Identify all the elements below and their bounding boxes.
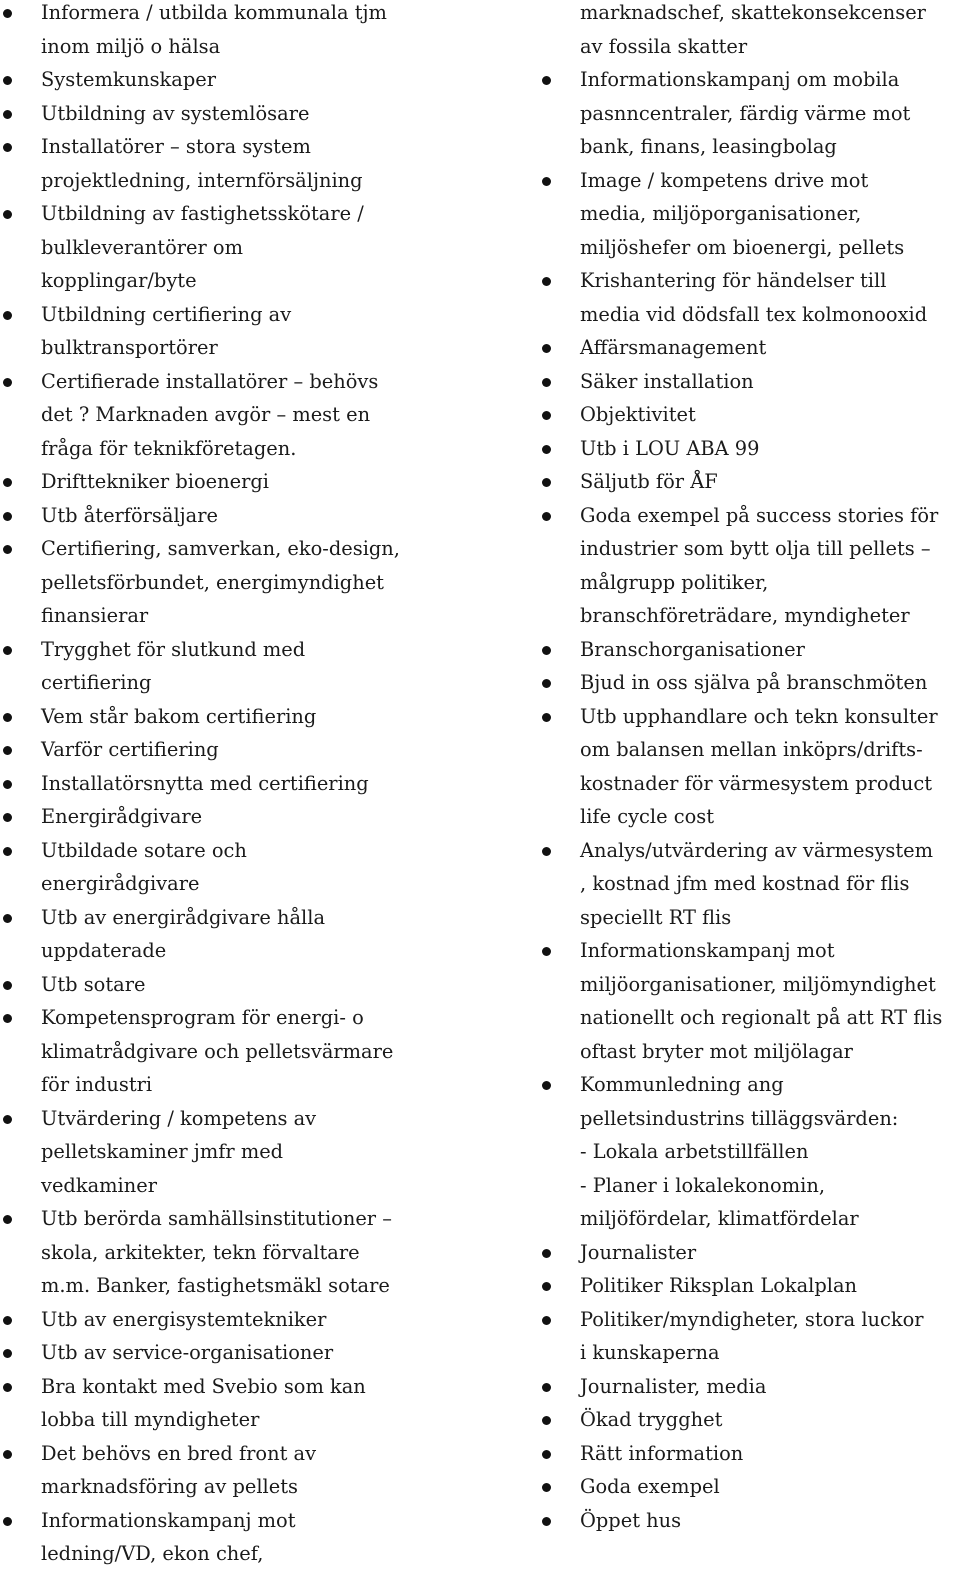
left-bullet-item: Systemkunskaper xyxy=(0,63,430,97)
left-bullet-item: Informera / utbilda kommunala tjm inom miljö o hälsa xyxy=(0,0,430,63)
right-bullet-item: Journalister, media xyxy=(539,1370,960,1404)
continued-item-text: marknadschef, skattekonsekcenser av fossila skatter xyxy=(580,1,926,58)
left-bullet-item: Vem står bakom certifiering xyxy=(0,700,430,734)
right-bullet-item: Bjud in oss själva på branschmöten xyxy=(539,666,960,700)
right-bullet-item: Säker installation xyxy=(539,365,960,399)
right-bullet-item: Affärsmanagement xyxy=(539,331,960,365)
right-column xyxy=(539,0,960,1537)
left-bullet-item: Drifttekniker bioenergi xyxy=(0,465,430,499)
right-bullet-item: Öppet hus xyxy=(539,1504,960,1538)
left-bullet-item: Utbildning av systemlösare xyxy=(0,97,430,131)
left-bullet-item: Trygghet för slutkund med certifiering xyxy=(0,633,430,700)
right-bullet-item: Objektivitet xyxy=(539,398,960,432)
left-bullet-item: Utbildning certifiering av bulktransportörer xyxy=(0,298,430,365)
left-bullet-item: Utb av energisystemtekniker xyxy=(0,1303,430,1337)
right-bullet-item: Informationskampanj mot miljöorganisationer, miljömyndighet nationellt och regionalt på att RT flis oftast bryter mot miljölagar xyxy=(539,934,960,1068)
right-bullet-item: Utb i LOU ABA 99 xyxy=(539,432,960,466)
left-bullet-item: Utbildade sotare och energirådgivare xyxy=(0,834,430,901)
left-bullet-item: Certifierade installatörer – behövs det ? Marknaden avgör – mest en fråga för teknikföretagen. xyxy=(0,365,430,466)
right-bullet-item: Rätt information xyxy=(539,1437,960,1471)
left-bullet-item: Utb sotare xyxy=(0,968,430,1002)
left-column xyxy=(0,0,430,1571)
right-bullet-item: Säljutb för ÅF xyxy=(539,465,960,499)
right-bullet-item: Analys/utvärdering av värmesystem , kostnad jfm med kostnad för flis speciellt RT flis xyxy=(539,834,960,935)
left-bullet-item: Det behövs en bred front av marknadsföring av pellets xyxy=(0,1437,430,1504)
left-bullet-item: Utbildning av fastighetsskötare / bulkleverantörer om kopplingar/byte xyxy=(0,197,430,298)
left-bullet-item: Bra kontakt med Svebio som kan lobba till myndigheter xyxy=(0,1370,430,1437)
left-bullet-item: Energirådgivare xyxy=(0,800,430,834)
left-bullet-item: Installatörsnytta med certifiering xyxy=(0,767,430,801)
right-bullet-item: Politiker/myndigheter, stora luckor i kunskaperna xyxy=(539,1303,960,1370)
left-bullet-item: Kompetensprogram för energi- o klimatrådgivare och pelletsvärmare för industri xyxy=(0,1001,430,1102)
left-bullet-item: Utb av service-organisationer xyxy=(0,1336,430,1370)
right-bullet-item: Ökad trygghet xyxy=(539,1403,960,1437)
right-bullet-item: Informationskampanj om mobila pasnncentraler, färdig värme mot bank, finans, leasingbolag xyxy=(539,63,960,164)
right-bullet-item: Journalister xyxy=(539,1236,960,1270)
right-bullet-item: Politiker Riksplan Lokalplan xyxy=(539,1269,960,1303)
left-bullet-list xyxy=(0,0,430,1571)
left-bullet-item: Utb återförsäljare xyxy=(0,499,430,533)
right-bullet-item: Krishantering för händelser till media vid dödsfall tex kolmonooxid xyxy=(539,264,960,331)
left-bullet-item: Installatörer – stora system projektledning, internförsäljning xyxy=(0,130,430,197)
right-bullet-item: Branschorganisationer xyxy=(539,633,960,667)
right-bullet-item: Goda exempel xyxy=(539,1470,960,1504)
left-bullet-item: Certifiering, samverkan, eko-design, pelletsförbundet, energimyndighet finansierar xyxy=(0,532,430,633)
left-bullet-item: Varför certifiering xyxy=(0,733,430,767)
right-bullet-item: Kommunledning ang pelletsindustrins tilläggsvärden: - Lokala arbetstillfällen - Planer i lokalekonomin, miljöfördelar, klimatfördelar xyxy=(539,1068,960,1236)
left-bullet-item: Utb berörda samhällsinstitutioner – skola, arkitekter, tekn förvaltare m.m. Banker, fastighetsmäkl sotare xyxy=(0,1202,430,1303)
right-bullet-item: Image / kompetens drive mot media, miljöporganisationer, miljöshefer om bioenergi, pellets xyxy=(539,164,960,265)
right-bullet-item: Goda exempel på success stories för industrier som bytt olja till pellets – målgrupp politiker, branschföreträdare, myndigheter xyxy=(539,499,960,633)
left-bullet-item: Informationskampanj mot ledning/VD, ekon chef, xyxy=(0,1504,430,1571)
right-bullet-item: Utb upphandlare och tekn konsulter om balansen mellan inköprs/drifts- kostnader för värmesystem product life cycle cost xyxy=(539,700,960,834)
right-bullet-list xyxy=(539,0,960,1537)
left-bullet-item: Utvärdering / kompetens av pelletskaminer jmfr med vedkaminer xyxy=(0,1102,430,1203)
left-bullet-item: Utb av energirådgivare hålla uppdaterade xyxy=(0,901,430,968)
